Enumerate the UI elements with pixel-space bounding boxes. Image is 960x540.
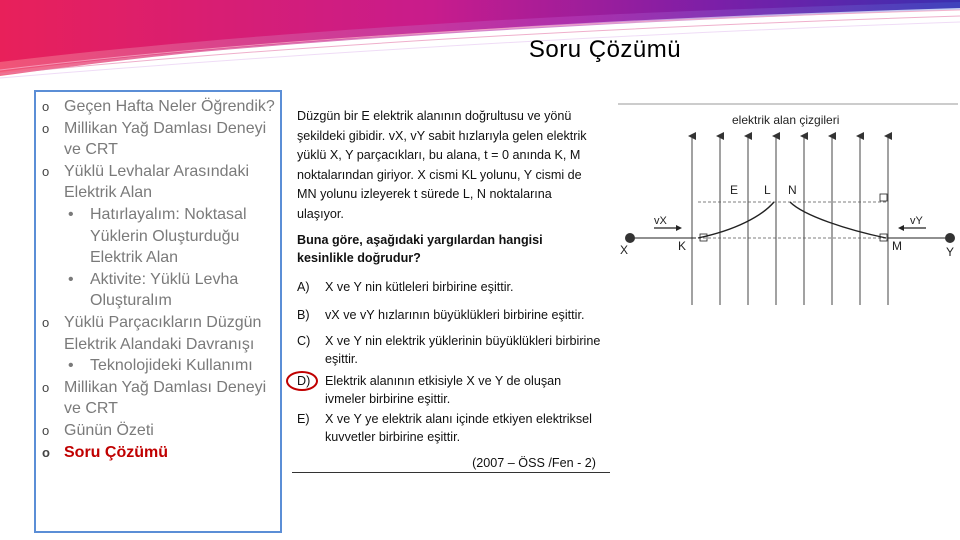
option-d[interactable]: D) Elektrik alanının etkisiyle X ve Y de oluşan ivmeler birbirine eşittir. (297, 374, 562, 406)
bullet-circle-icon: o (42, 314, 50, 330)
agenda-item[interactable]: o Yüklü Levhalar Arasındaki Elektrik Alan (42, 162, 249, 202)
bullet-dot-icon: • (68, 357, 74, 375)
agenda-subitem[interactable]: • Aktivite: Yüklü Levha Oluşturalım (68, 270, 239, 310)
agenda-subitem[interactable]: • Hatırlayalım: Noktasal Yüklerin Oluşturduğu Elektrik Alan (68, 205, 247, 267)
label-n: N (788, 183, 797, 197)
question-source: (2007 – ÖSS /Fen - 2) (472, 456, 596, 470)
option-b[interactable]: B) vX ve vY hızlarının büyüklükleri birbirine eşittir. (297, 308, 585, 322)
question-intro: Düzgün bir E elektrik alanının doğrultusu ve yönü şekildeki gibidir. vX, vY sabit hızlarıyla gelen elektrik yüklü X, Y parçacıkları, bu alana, t = 0 anında K, M noktalarından giriyor. X cismi KL yolunu, Y cismi de MN yolunu izleyerek t sürede L, N noktalarına ulaşıyor. (297, 109, 587, 221)
bullet-circle-icon: o (42, 444, 50, 460)
agenda-list (36, 92, 280, 463)
agenda-panel (34, 90, 282, 533)
label-x: X (620, 243, 629, 257)
agenda-subitem[interactable]: • Teknolojideki Kullanımı (42, 355, 276, 377)
option-c[interactable]: C) X ve Y nin elektrik yüklerinin büyüklükleri birbirine eşittir. (297, 334, 601, 366)
answer-circle-marker (286, 371, 318, 391)
agenda-item[interactable]: o Geçen Hafta Neler Öğrendik? (42, 96, 276, 118)
label-e: E (730, 183, 739, 197)
bullet-circle-icon: o (42, 422, 50, 438)
bullet-circle-icon: o (42, 120, 50, 136)
slide-title: Soru Çözümü (528, 36, 682, 63)
label-k: K (678, 239, 687, 253)
path-kl (698, 202, 774, 238)
label-l: L (764, 183, 771, 197)
label-y: Y (946, 245, 955, 259)
bullet-circle-icon: o (42, 163, 50, 179)
field-lines (692, 136, 888, 305)
bullet-circle-icon: o (42, 99, 50, 114)
agenda-item[interactable]: o Millikan Yağ Damlası Deneyi ve CRT (42, 378, 267, 418)
agenda-item-active[interactable]: o Soru Çözümü (42, 442, 276, 464)
label-vy: vY (910, 215, 923, 227)
agenda-item[interactable]: o Günün Özeti (42, 420, 276, 442)
field-lines-label: elektrik alan çizgileri (732, 113, 840, 127)
question-ask: Buna göre, aşağıdaki yargılardan hangisi kesinlikle doğrudur? (297, 233, 543, 265)
bullet-dot-icon: • (68, 205, 74, 223)
electric-field-diagram (616, 100, 960, 310)
bullet-circle-icon: o (42, 379, 50, 395)
option-a[interactable]: A) X ve Y nin kütleleri birbirine eşittir. (297, 280, 514, 294)
option-e[interactable]: E) X ve Y ye elektrik alanı içinde etkiyen elektriksel kuvvetler birbirine eşittir. (297, 412, 592, 444)
particle-x (625, 233, 635, 243)
question-divider (292, 472, 610, 473)
agenda-item[interactable]: o Millikan Yağ Damlası Deneyi ve CRT (42, 119, 267, 159)
particle-y (945, 233, 955, 243)
bullet-dot-icon: • (68, 270, 74, 288)
agenda-item[interactable]: o Yüklü Parçacıkların Düzgün Elektrik Alandaki Davranışı (42, 313, 262, 353)
label-m: M (892, 239, 902, 253)
label-vx: vX (654, 215, 667, 227)
question-block (292, 100, 610, 476)
